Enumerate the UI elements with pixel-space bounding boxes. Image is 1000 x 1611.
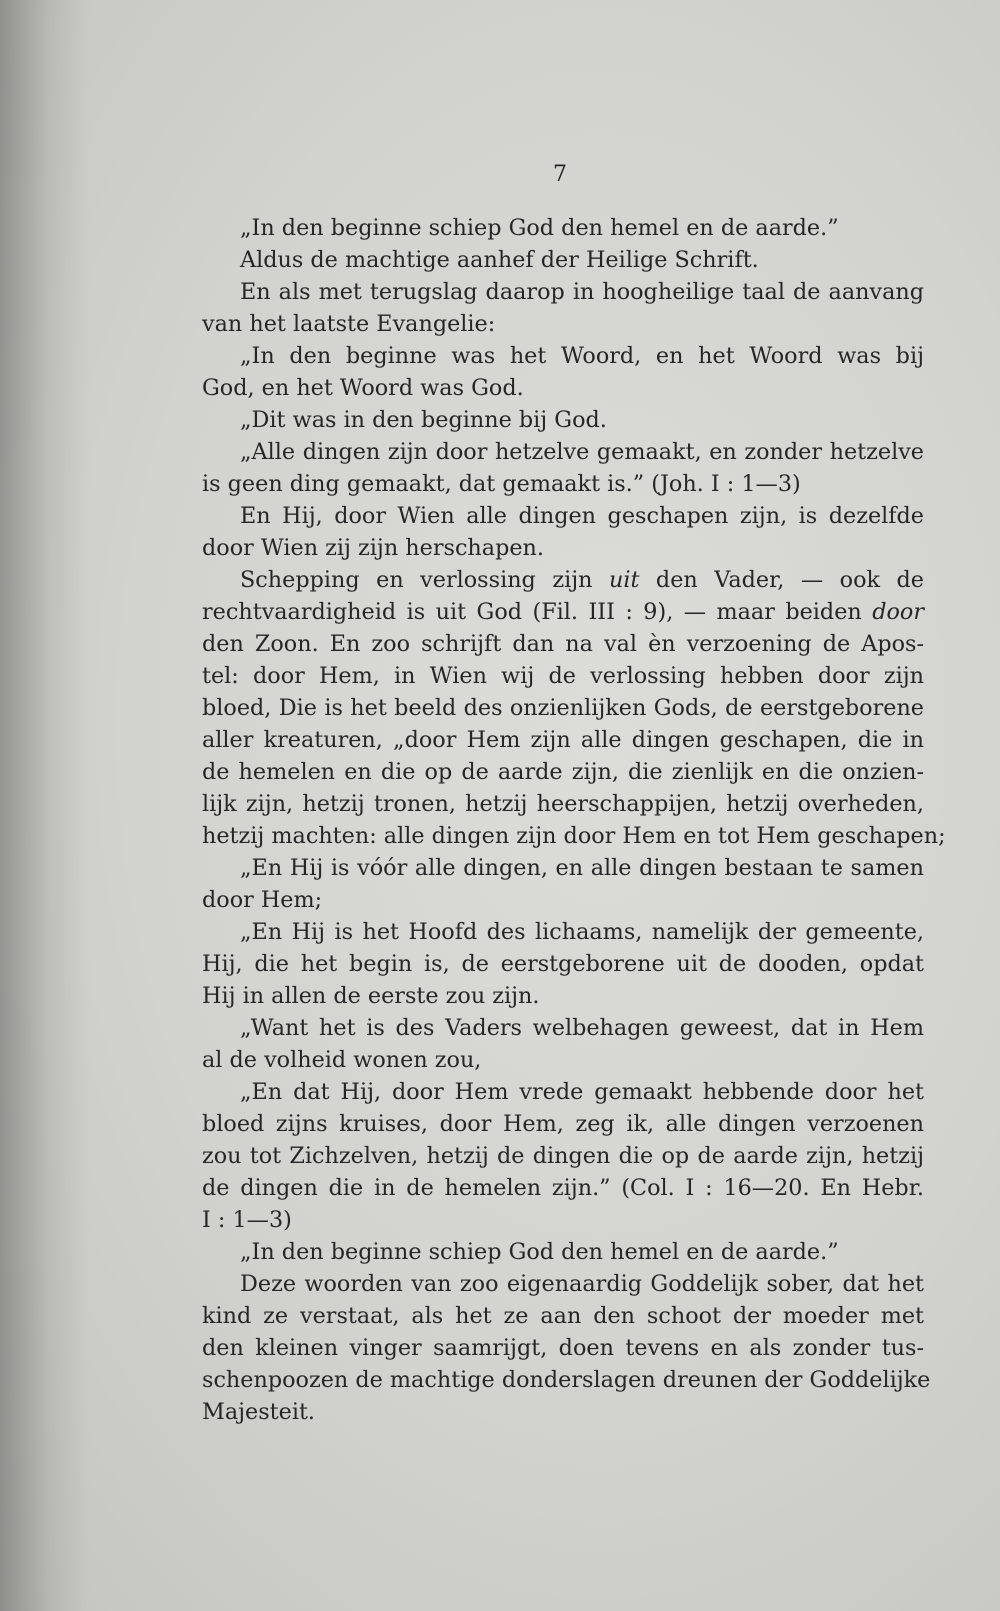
text-line: aller kreaturen, „door Hem zijn alle dingen geschapen, die in xyxy=(202,727,924,753)
text-line: lijk zijn, hetzij tronen, hetzij heerschappijen, hetzij overheden, xyxy=(202,791,924,817)
italic-word: uit xyxy=(608,567,640,593)
text-line xyxy=(240,565,924,595)
text-line: „En Hij is het Hoofd des lichaams, namelijk der gemeente, xyxy=(240,919,924,945)
text-line: „Dit was in den beginne bij God. xyxy=(240,407,607,433)
text-line: „In den beginne schiep God den hemel en de aarde.” xyxy=(240,215,839,241)
text-line: is geen ding gemaakt, dat gemaakt is.” (Joh. I : 1—3) xyxy=(202,471,801,497)
text-line: van het laatste Evangelie: xyxy=(202,311,496,337)
text-line: Hij, die het begin is, de eerstgeborene uit de dooden, opdat xyxy=(202,951,924,977)
text-line: Aldus de machtige aanhef der Heilige Schrift. xyxy=(240,247,759,273)
text-segment: den Vader, — ook de xyxy=(639,567,924,593)
text-segment: rechtvaardigheid is uit God (Fil. III : 9), — maar beiden xyxy=(202,599,873,625)
text-line: Hij in allen de eerste zou zijn. xyxy=(202,983,540,1009)
text-line: de hemelen en die op de aarde zijn, die zienlijk en die onzien- xyxy=(202,759,924,785)
text-line: door Wien zij zijn herschapen. xyxy=(202,535,544,561)
text-line: „Want het is des Vaders welbehagen geweest, dat in Hem xyxy=(240,1015,924,1041)
text-line: I : 1—3) xyxy=(202,1207,292,1233)
text-line: kind ze verstaat, als het ze aan den schoot der moeder met xyxy=(202,1303,924,1329)
text-line: bloed, Die is het beeld des onzienlijken Gods, de eerstgeborene xyxy=(202,695,924,721)
text-line: al de volheid wonen zou, xyxy=(202,1047,482,1073)
text-line: tel: door Hem, in Wien wij de verlossing hebben door zijn xyxy=(202,663,924,689)
text-line: bloed zijns kruises, door Hem, zeg ik, alle dingen verzoenen xyxy=(202,1111,924,1137)
text-line: Majesteit. xyxy=(202,1399,316,1425)
text-line: door Hem; xyxy=(202,887,323,913)
text-line: „En dat Hij, door Hem vrede gemaakt hebbende door het xyxy=(240,1079,924,1105)
text-line: Deze woorden van zoo eigenaardig Goddelijk sober, dat het xyxy=(240,1271,924,1297)
text-line: „In den beginne was het Woord, en het Woord was bij xyxy=(240,343,924,369)
text-line: „In den beginne schiep God den hemel en de aarde.” xyxy=(240,1239,839,1265)
text-line: hetzij machten: alle dingen zijn door Hem en tot Hem geschapen; xyxy=(202,823,946,849)
text-line: den kleinen vinger saamrijgt, doen tevens en als zonder tus- xyxy=(202,1335,924,1361)
text-segment: Schepping en verlossing zijn xyxy=(240,567,609,593)
text-line: God, en het Woord was God. xyxy=(202,375,524,401)
text-line: den Zoon. En zoo schrijft dan na val èn verzoening de Apos- xyxy=(202,631,924,657)
page-number: 7 xyxy=(553,162,567,187)
text-line: „En Hij is vóór alle dingen, en alle dingen bestaan te samen xyxy=(240,855,924,881)
text-line: En Hij, door Wien alle dingen geschapen zijn, is dezelfde xyxy=(240,503,924,529)
text-line: de dingen die in de hemelen zijn.” (Col. I : 16—20. En Hebr. xyxy=(202,1175,924,1201)
text-line: „Alle dingen zijn door hetzelve gemaakt, en zonder hetzelve xyxy=(240,439,924,465)
text-line: schenpoozen de machtige donderslagen dreunen der Goddelijke xyxy=(202,1367,931,1393)
text-line: zou tot Zichzelven, hetzij de dingen die op de aarde zijn, hetzij xyxy=(202,1143,924,1169)
text-line: En als met terugslag daarop in hoogheilige taal de aanvang xyxy=(240,279,924,305)
text-line xyxy=(202,597,924,627)
italic-word: door xyxy=(872,599,924,625)
